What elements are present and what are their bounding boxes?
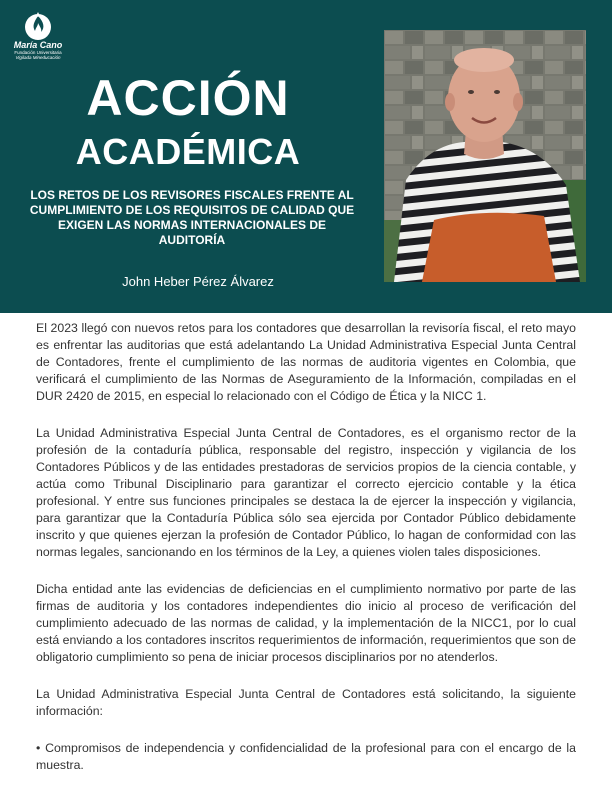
logo-vigilada: Vigilada Mineducación bbox=[15, 55, 61, 60]
paragraph-3: Dicha entidad ante las evidencias de deficiencias en el cumplimiento normativo por parte de las firmas de auditoria y los contadores independientes dio inicio al proceso de verificación del cumplimiento adecuado de las normas de calidad, y la implementación de la NICC1, por lo cual está enviando a los contadores inscritos requerimientos de información, requerimientos que son de obligatorio cumplimiento so pena de iniciar procesos disciplinarios por no atenderlos. bbox=[36, 582, 577, 664]
paragraph-2: La Unidad Administrativa Especial Junta Central de Contadores, es el organismo rector de la profesión de la contaduría pública, responsable del registro, inspección y vigilancia de los Contadores Públicos y de las entidades prestadoras de servicios propios de la ciencia contable, y actúa como Tribunal Disciplinario para garantizar el correcto ejercicio contable y la ética profesional. Y entre sus funciones principales se destaca la de ejercer la inspección y vigilancia, para garantizar que la Contaduría Pública sólo sea ejercida por Contador Público debidamente inscrito y que quienes ejerzan la profesión de Contador Público, lo hagan de conformidad con las normas legales, sancionando en los términos de la Ley, a quienes violen tales disposiciones. bbox=[36, 426, 576, 559]
title-line-1: ACCIÓN bbox=[86, 70, 290, 126]
logo-name: María Cano bbox=[13, 40, 63, 50]
article-body bbox=[36, 320, 576, 794]
article-subtitle: LOS RETOS DE LOS REVISORES FISCALES FRENTE AL CUMPLIMIENTO DE LOS REQUISITOS DE CALIDAD QUE EXIGEN LAS NORMAS INTERNACIONALES DE AUDITORÍA bbox=[29, 188, 355, 247]
flame-logo-icon bbox=[21, 10, 55, 40]
paragraph-1: El 2023 llegó con nuevos retos para los contadores que desarrollan la revisoría fiscal, el reto mayo es enfrentar las auditorias que está adelantando La Unidad Administrativa Especial Junta Central de Contadores, frente el cumplimiento de las normas de auditoria vigentes en Colombia, que verificará el cumplimiento de las Normas de Aseguramiento de la Información, compiladas en el DUR 2420 de 2015, en especial lo relacionado con el Código de Ética y la NICC 1. bbox=[36, 321, 576, 403]
bullet-item: • Compromisos de independencia y confidencialidad de la profesional para con el encargo de la muestra. bbox=[36, 741, 576, 772]
title-line-2: ACADÉMICA bbox=[75, 131, 301, 172]
paragraph-4: La Unidad Administrativa Especial Junta Central de Contadores está solicitando, la siguiente información: bbox=[36, 687, 576, 718]
header-banner bbox=[0, 0, 612, 313]
author-name: John Heber Pérez Álvarez bbox=[122, 274, 274, 289]
logo bbox=[8, 10, 68, 60]
author-photo bbox=[384, 30, 586, 282]
logo-subtitle: Fundación Universitaria bbox=[14, 50, 62, 55]
